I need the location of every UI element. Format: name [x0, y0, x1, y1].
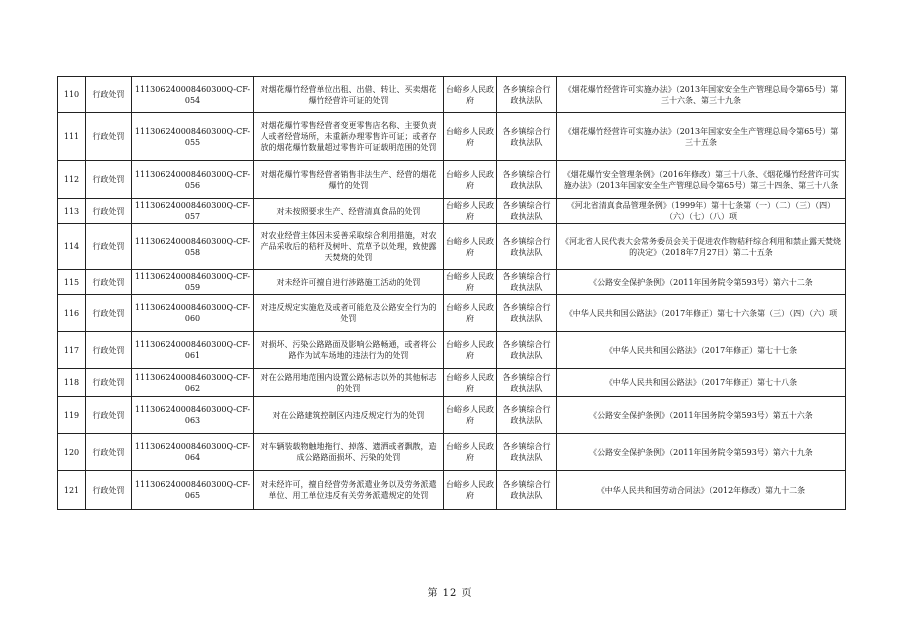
enforcement-unit-cell: 各乡镇综合行政执法队	[497, 270, 557, 295]
item-name-cell: 对烟花爆竹零售经营者变更零售店名称、主要负责人或者经营场所，未重新办理零售许可证；或者存放的烟花爆竹数量超过零售许可证载明范围的处罚	[254, 113, 444, 161]
row-number-cell: 110	[58, 77, 86, 113]
power-type-cell: 行政处罚	[86, 77, 132, 113]
item-code-cell: 111306240008460300Q-CF-065	[132, 471, 254, 510]
row-number-cell: 114	[58, 224, 86, 270]
enforcement-unit-cell: 各乡镇综合行政执法队	[497, 332, 557, 369]
item-name-cell: 对在公路用地范围内设置公路标志以外的其他标志的处罚	[254, 369, 444, 397]
enforcement-subject-cell: 台峪乡人民政府	[444, 434, 497, 471]
table-row	[58, 434, 846, 471]
enforcement-unit-cell: 各乡镇综合行政执法队	[497, 199, 557, 224]
enforcement-unit-cell: 各乡镇综合行政执法队	[497, 397, 557, 434]
enforcement-unit-cell: 各乡镇综合行政执法队	[497, 471, 557, 510]
table-row	[58, 369, 846, 397]
enforcement-subject-cell: 台峪乡人民政府	[444, 332, 497, 369]
legal-basis-cell: 《中华人民共和国公路法》（2017年修正）第七十六条第（三）（四）（六）项	[557, 295, 846, 332]
power-type-cell: 行政处罚	[86, 113, 132, 161]
legal-basis-cell: 《河北省人民代表大会常务委员会关于促进农作物秸秆综合利用和禁止露天焚烧的决定》（2018年7月27日）第二十五条	[557, 224, 846, 270]
enforcement-subject-cell: 台峪乡人民政府	[444, 270, 497, 295]
enforcement-unit-cell: 各乡镇综合行政执法队	[497, 161, 557, 199]
item-code-cell: 111306240008460300Q-CF-060	[132, 295, 254, 332]
legal-basis-cell: 《公路安全保护条例》（2011年国务院令第593号）第五十六条	[557, 397, 846, 434]
item-name-cell: 对烟花爆竹零售经营者销售非法生产、经营的烟花爆竹的处罚	[254, 161, 444, 199]
item-code-cell: 111306240008460300Q-CF-058	[132, 224, 254, 270]
legal-basis-cell: 《烟花爆竹经营许可实施办法》（2013年国家安全生产管理总局令第65号）第三十六条、第三十九条	[557, 77, 846, 113]
row-number-cell: 116	[58, 295, 86, 332]
row-number-cell: 121	[58, 471, 86, 510]
row-number-cell: 117	[58, 332, 86, 369]
item-code-cell: 111306240008460300Q-CF-056	[132, 161, 254, 199]
enforcement-unit-cell: 各乡镇综合行政执法队	[497, 434, 557, 471]
legal-basis-cell: 《河北省清真食品管理条例》（1999年）第十七条第（一）（二）（三）（四）（六）（七）（八）项	[557, 199, 846, 224]
power-type-cell: 行政处罚	[86, 224, 132, 270]
enforcement-unit-cell: 各乡镇综合行政执法队	[497, 113, 557, 161]
item-name-cell: 对在公路建筑控制区内违反规定行为的处罚	[254, 397, 444, 434]
table-row	[58, 77, 846, 113]
table-row	[58, 113, 846, 161]
table-row	[58, 397, 846, 434]
table-row	[58, 224, 846, 270]
row-number-cell: 111	[58, 113, 86, 161]
enforcement-unit-cell: 各乡镇综合行政执法队	[497, 295, 557, 332]
item-name-cell: 对烟花爆竹经营单位出租、出借、转让、买卖烟花爆竹经营许可证的处罚	[254, 77, 444, 113]
item-code-cell: 111306240008460300Q-CF-059	[132, 270, 254, 295]
power-type-cell: 行政处罚	[86, 295, 132, 332]
row-number-cell: 118	[58, 369, 86, 397]
table-row	[58, 295, 846, 332]
legal-basis-cell: 《中华人民共和国公路法》（2017年修正）第七十八条	[557, 369, 846, 397]
enforcement-unit-cell: 各乡镇综合行政执法队	[497, 369, 557, 397]
enforcement-subject-cell: 台峪乡人民政府	[444, 161, 497, 199]
enforcement-subject-cell: 台峪乡人民政府	[444, 295, 497, 332]
table-row	[58, 332, 846, 369]
enforcement-subject-cell: 台峪乡人民政府	[444, 113, 497, 161]
enforcement-subject-cell: 台峪乡人民政府	[444, 224, 497, 270]
item-code-cell: 111306240008460300Q-CF-063	[132, 397, 254, 434]
power-type-cell: 行政处罚	[86, 397, 132, 434]
table-body	[58, 77, 846, 510]
legal-basis-cell: 《烟花爆竹经营许可实施办法》（2013年国家安全生产管理总局令第65号）第三十五条	[557, 113, 846, 161]
table-row	[58, 270, 846, 295]
enforcement-items-table	[57, 76, 846, 510]
power-type-cell: 行政处罚	[86, 161, 132, 199]
item-name-cell: 对农业经营主体因未妥善采取综合利用措施，对农产品采收后的秸秆及树叶、荒草予以处理，致使露天焚烧的处罚	[254, 224, 444, 270]
enforcement-subject-cell: 台峪乡人民政府	[444, 397, 497, 434]
item-code-cell: 111306240008460300Q-CF-057	[132, 199, 254, 224]
row-number-cell: 113	[58, 199, 86, 224]
item-code-cell: 111306240008460300Q-CF-064	[132, 434, 254, 471]
enforcement-unit-cell: 各乡镇综合行政执法队	[497, 77, 557, 113]
item-code-cell: 111306240008460300Q-CF-061	[132, 332, 254, 369]
power-type-cell: 行政处罚	[86, 332, 132, 369]
item-name-cell: 对违反规定实施危及或者可能危及公路安全行为的处罚	[254, 295, 444, 332]
power-type-cell: 行政处罚	[86, 369, 132, 397]
page-number: 第 12 页	[427, 588, 473, 599]
enforcement-subject-cell: 台峪乡人民政府	[444, 77, 497, 113]
power-type-cell: 行政处罚	[86, 199, 132, 224]
power-type-cell: 行政处罚	[86, 270, 132, 295]
legal-basis-cell: 《公路安全保护条例》（2011年国务院令第593号）第六十二条	[557, 270, 846, 295]
legal-basis-cell: 《中华人民共和国劳动合同法》（2012年修改）第九十二条	[557, 471, 846, 510]
table-row	[58, 471, 846, 510]
enforcement-subject-cell: 台峪乡人民政府	[444, 199, 497, 224]
item-code-cell: 111306240008460300Q-CF-062	[132, 369, 254, 397]
enforcement-subject-cell: 台峪乡人民政府	[444, 471, 497, 510]
item-name-cell: 对损坏、污染公路路面及影响公路畅通，或者将公路作为试车场地的违法行为的处罚	[254, 332, 444, 369]
item-name-cell: 对未经许可，擅自经营劳务派遣业务以及劳务派遣单位、用工单位违反有关劳务派遣规定的处罚	[254, 471, 444, 510]
row-number-cell: 120	[58, 434, 86, 471]
row-number-cell: 119	[58, 397, 86, 434]
power-type-cell: 行政处罚	[86, 471, 132, 510]
table-row	[58, 161, 846, 199]
power-type-cell: 行政处罚	[86, 434, 132, 471]
item-code-cell: 111306240008460300Q-CF-054	[132, 77, 254, 113]
row-number-cell: 112	[58, 161, 86, 199]
row-number-cell: 115	[58, 270, 86, 295]
table-row	[58, 199, 846, 224]
legal-basis-cell: 《中华人民共和国公路法》（2017年修正）第七十七条	[557, 332, 846, 369]
item-name-cell: 对未按照要求生产、经营清真食品的处罚	[254, 199, 444, 224]
item-name-cell: 对车辆装载物触地拖行、掉落、遗洒或者飘散，造成公路路面损坏、污染的处罚	[254, 434, 444, 471]
legal-basis-cell: 《烟花爆竹安全管理条例》（2016年修改）第三十八条、《烟花爆竹经营许可实施办法》（2013年国家安全生产管理总局令第65号）第三十四条、第三十八条	[557, 161, 846, 199]
item-name-cell: 对未经许可擅自进行涉路施工活动的处罚	[254, 270, 444, 295]
enforcement-subject-cell: 台峪乡人民政府	[444, 369, 497, 397]
enforcement-unit-cell: 各乡镇综合行政执法队	[497, 224, 557, 270]
legal-basis-cell: 《公路安全保护条例》（2011年国务院令第593号）第六十九条	[557, 434, 846, 471]
item-code-cell: 111306240008460300Q-CF-055	[132, 113, 254, 161]
